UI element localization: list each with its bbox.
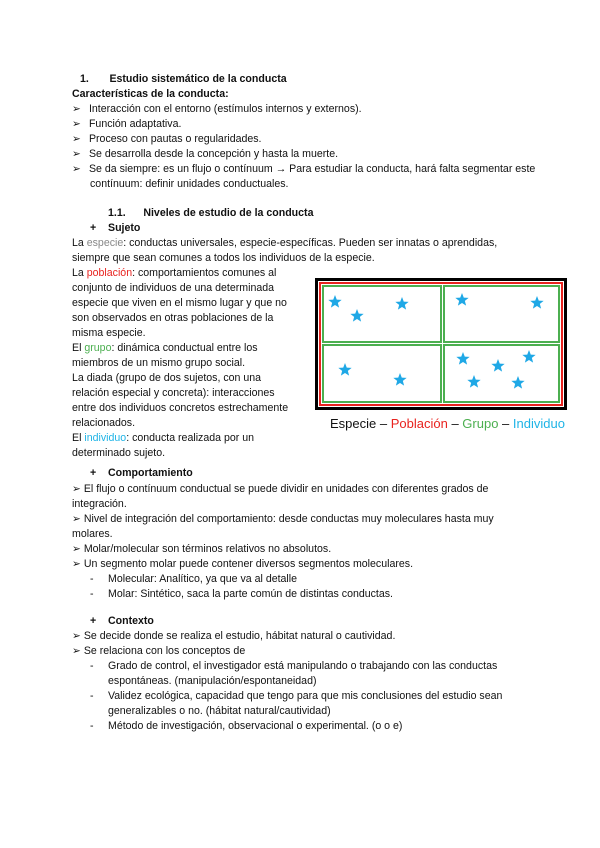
list-item: ➢ Se relaciona con los conceptos de: [72, 645, 246, 657]
grupo-paragraph: El grupo: dinámica conductual entre los: [72, 342, 258, 354]
caption-individuo: Individuo: [512, 416, 565, 431]
arrow-bullet-icon: ➢: [72, 163, 81, 175]
caption-poblacion: Población: [390, 416, 448, 431]
individual-star-icon: [338, 363, 351, 376]
sub-list-item: - Validez ecológica, capacidad que tengo para que mis conclusiones del estudio sean: [90, 690, 503, 702]
individual-star-icon: [393, 373, 406, 386]
arrow-bullet-icon: ➢: [72, 630, 81, 642]
individual-star-icon: [522, 350, 535, 363]
individual-star-icon: [511, 376, 524, 389]
dash-bullet-icon: -: [90, 660, 94, 672]
list-item-continuation: molares.: [72, 528, 113, 540]
list-item: ➢ Función adaptativa.: [72, 118, 182, 130]
especie-paragraph-line: siempre que sean comunes a todos los individuos de la especie.: [72, 252, 375, 264]
grupo-box: [444, 345, 559, 402]
especie-paragraph: La especie: conductas universales, especie-específicas. Pueden ser innatas o aprendidas,: [72, 237, 498, 249]
list-item: ➢ Nivel de integración del comportamiento: desde conductas muy moleculares hasta muy: [72, 513, 494, 525]
individual-star-icon: [491, 359, 504, 372]
especie-term: especie: [86, 237, 124, 249]
dash-bullet-icon: -: [90, 588, 94, 600]
list-item-continuation: integración.: [72, 498, 127, 510]
poblacion-paragraph: La población: comportamientos comunes al: [72, 267, 277, 279]
caption-grupo: Grupo: [462, 416, 499, 431]
individual-star-icon: [530, 296, 543, 309]
heading-contexto: + Contexto: [90, 615, 154, 627]
individual-star-icon: [395, 297, 408, 310]
diada-paragraph-line: relacionados.: [72, 417, 136, 429]
characteristics-heading: Características de la conducta:: [72, 88, 229, 100]
diada-paragraph-line: La diada (grupo de dos sujetos, con una: [72, 372, 262, 384]
grupo-box: [444, 286, 559, 342]
grupo-term: grupo: [84, 342, 112, 354]
arrow-bullet-icon: ➢: [72, 148, 81, 160]
arrow-bullet-icon: ➢: [72, 483, 81, 495]
arrow-bullet-icon: ➢: [72, 118, 81, 130]
sub-list-item-continuation: generalizables o no. (hábitat natural/cautividad): [108, 705, 331, 717]
arrow-bullet-icon: ➢: [72, 133, 81, 145]
arrow-bullet-icon: ➢: [72, 513, 81, 525]
individual-star-icon: [456, 352, 469, 365]
list-item-continuation: contínuum: definir unidades conductuales.: [90, 178, 289, 190]
poblacion-paragraph-line: son observados en otras poblaciones de la: [72, 312, 274, 324]
subsection-title: 1.1. Niveles de estudio de la conducta: [108, 207, 314, 219]
list-item: ➢ Se decide donde se realiza el estudio, hábitat natural o cautividad.: [72, 630, 396, 642]
individual-star-icon: [328, 295, 341, 308]
sub-list-item: - Grado de control, el investigador está manipulando o trabajando con las conductas: [90, 660, 498, 672]
dash-bullet-icon: -: [90, 720, 94, 732]
plus-bullet-icon: +: [90, 615, 97, 627]
caption-especie: Especie: [330, 416, 377, 431]
list-item: ➢ Proceso con pautas o regularidades.: [72, 133, 262, 145]
individuo-paragraph: El individuo: conducta realizada por un: [72, 432, 255, 444]
sub-list-item: - Método de investigación, observacional o experimental. (o o e): [90, 720, 403, 732]
list-item: ➢ El flujo o contínuum conductual se puede dividir en unidades con diferentes grados de: [72, 483, 489, 495]
heading-comportamiento: + Comportamiento: [90, 467, 193, 479]
individual-star-icon: [350, 309, 363, 322]
dash-bullet-icon: -: [90, 690, 94, 702]
diagram-caption: Especie – Población – Grupo – Individuo: [330, 416, 565, 431]
poblacion-paragraph-line: conjunto de individuos de una determinada: [72, 282, 275, 294]
dash-bullet-icon: -: [90, 573, 94, 585]
arrow-bullet-icon: ➢: [72, 103, 81, 115]
diada-paragraph-line: relación especial y concreta): interacciones: [72, 387, 275, 399]
individual-star-icon: [455, 293, 468, 306]
section-title: 1. Estudio sistemático de la conducta: [80, 73, 287, 85]
poblacion-paragraph-line: especie que viven en el mismo lugar y que no: [72, 297, 287, 309]
arrow-bullet-icon: ➢: [72, 645, 81, 657]
sub-list-item-continuation: espontáneas. (manipulación/espontaneidad): [108, 675, 317, 687]
poblacion-term: población: [86, 267, 133, 279]
grupo-box: [323, 345, 441, 402]
list-item: ➢ Un segmento molar puede contener diversos segmentos moleculares.: [72, 558, 414, 570]
list-item: ➢ Molar/molecular son términos relativos no absolutos.: [72, 543, 332, 555]
list-item: ➢ Se da siempre: es un flujo o contínuum → Para estudiar la conducta, hará falta segmentar este: [72, 163, 536, 175]
plus-bullet-icon: +: [90, 467, 97, 479]
plus-bullet-icon: +: [90, 222, 97, 234]
sub-list-item: - Molar: Sintético, saca la parte común de distintas conductas.: [90, 588, 394, 600]
individual-star-icon: [467, 375, 480, 388]
heading-sujeto: + Sujeto: [90, 222, 141, 234]
arrow-bullet-icon: ➢: [72, 543, 81, 555]
sub-list-item: - Molecular: Analítico, ya que va al detalle: [90, 573, 298, 585]
individuo-term: individuo: [84, 432, 127, 444]
grupo-paragraph-line: miembros de un mismo grupo social.: [72, 357, 246, 369]
arrow-bullet-icon: ➢: [72, 558, 81, 570]
levels-diagram: [315, 278, 567, 410]
list-item: ➢ Se desarrolla desde la concepción y hasta la muerte.: [72, 148, 339, 160]
list-item: ➢ Interacción con el entorno (estímulos internos y externos).: [72, 103, 362, 115]
grupo-box: [323, 286, 441, 342]
poblacion-paragraph-line: misma especie.: [72, 327, 146, 339]
individuo-paragraph-line: determinado sujeto.: [72, 447, 166, 459]
diada-paragraph-line: entre dos individuos concretos estrechamente: [72, 402, 289, 414]
